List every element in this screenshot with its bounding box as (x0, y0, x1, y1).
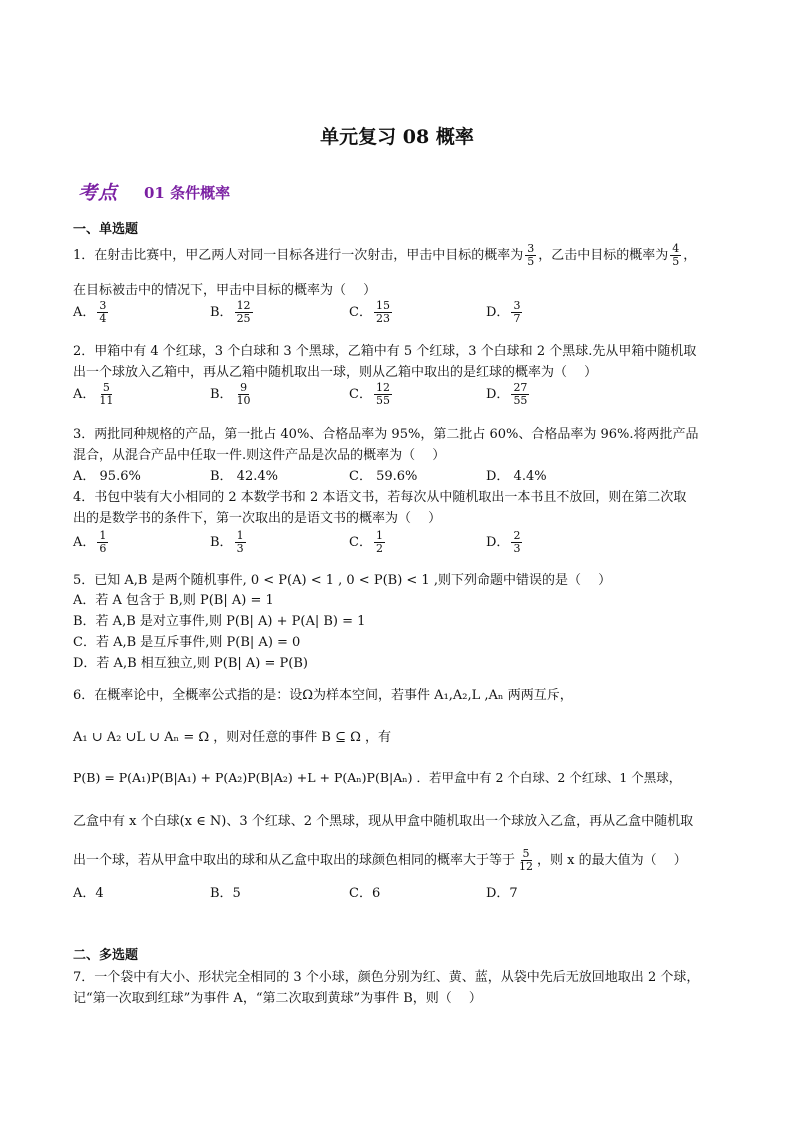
q1-option-d: D． $\frac{3}{7}$ (486, 299, 521, 325)
q3-option-a: A． 95.6% (73, 469, 141, 484)
section-multi-choice: 二、多选题 (73, 948, 139, 963)
q2-line2: 出一个球放入乙箱中，再从乙箱中随机取出一球，则从乙箱中取出的是红球的概率为（ ） (73, 365, 598, 380)
q4-line2: 出的是数学书的条件下，第一次取出的是语文书的概率为（ ） (73, 511, 442, 526)
kaodian-label: 考点 (78, 182, 119, 204)
q2-option-d: D． $\frac{27}{55}$ (486, 381, 528, 407)
q4-option-c: C． $\frac{1}{2}$ (349, 529, 383, 555)
q6-option-b: B．5 (210, 886, 241, 901)
page-title: 单元复习 08 概率 (320, 126, 474, 148)
q3-option-d: D． 4.4% (486, 469, 547, 484)
q5-line1: 5．已知 A,B 是两个随机事件, 0 < P(A) < 1 , 0 < P(B) < 1 ,则下列命题中错误的是（ ） (73, 573, 612, 588)
q4-option-a: A． $\frac{1}{6}$ (73, 529, 107, 555)
q6-line2: A₁ ∪ A₂ ∪L ∪ Aₙ = Ω ，则对任意的事件 B ⊆ Ω ，有 (73, 730, 392, 745)
q6-option-a: A．4 (73, 886, 104, 901)
q6-frac: $\frac{5}{12}$ (519, 847, 534, 873)
q3-option-c: C． 59.6% (349, 469, 418, 484)
q1-option-b: B． $\frac{12}{25}$ (210, 299, 251, 325)
q1-frac1: $\frac{3}{5}$ (527, 242, 535, 268)
q1-text-b: ，乙击中目标的概率为 (538, 248, 669, 263)
q6-line3: P(B) = P(A₁)P(B|A₁) + P(A₂)P(B|A₂) +L + P(Aₙ)P(B|Aₙ) ．若甲盒中有 2 个白球、2 个红球、1 个黑球， (73, 770, 682, 785)
q1-line1: 1．在射击比赛中，甲乙两人对同一目标各进行一次射击，甲击中目标的概率为 $\frac{3}{5}$ ，乙击中目标的概率为 $\frac{4}{5}$ ， (73, 242, 697, 268)
q6-option-c: C．6 (349, 886, 381, 901)
kaodian-title: 01 条件概率 (144, 184, 231, 202)
q1-option-c: C． $\frac{15}{23}$ (349, 299, 390, 325)
q4-option-b: B． $\frac{1}{3}$ (210, 529, 244, 555)
q3-option-b: B． 42.4% (210, 469, 278, 484)
q7-line1: 7．一个袋中有大小、形状完全相同的 3 个小球，颜色分别为红、黄、蓝，从袋中先后无放回地取出 2 个球， (73, 970, 700, 985)
q1-option-a: A． $\frac{3}{4}$ (73, 299, 107, 325)
q1-frac2: $\frac{4}{5}$ (672, 242, 680, 268)
q2-option-a: A． $\frac{5}{11}$ (73, 381, 114, 407)
q1-line2: 在目标被击中的情况下，甲击中目标的概率为（ ） (73, 283, 377, 298)
q2-option-c: C． $\frac{12}{55}$ (349, 381, 390, 407)
q3-line1: 3．两批同种规格的产品，第一批占 40%、合格品率为 95%，第二批占 60%、合格品率为 96%.将两批产品 (73, 427, 699, 442)
q1-text-a: 1．在射击比赛中，甲乙两人对同一目标各进行一次射击，甲击中目标的概率为 (73, 248, 524, 263)
q4-option-d: D． $\frac{2}{3}$ (486, 529, 521, 555)
q4-line1: 4．书包中装有大小相同的 2 本数学书和 2 本语文书，若每次从中随机取出一本书且不放回，则在第二次取 (73, 490, 687, 505)
q6-line5: 出一个球，若从甲盒中取出的球和从乙盒中取出的球颜色相同的概率大于等于 $\frac{5}{12}$ ，则 x 的最大值为（ ） (73, 847, 687, 873)
q6-line4: 乙盒中有 x 个白球(x ∈ N)、3 个红球、2 个黑球，现从甲盒中随机取出一个球放入乙盒，再从乙盒中随机取 (73, 814, 694, 829)
section-single-choice: 一、单选题 (73, 222, 139, 237)
q2-line1: 2．甲箱中有 4 个红球，3 个白球和 3 个黑球，乙箱中有 5 个红球，3 个白球和 2 个黑球.先从甲箱中随机取 (73, 344, 697, 359)
q6-option-d: D．7 (486, 886, 518, 901)
q2-option-b: B． $\frac{9}{10}$ (210, 381, 251, 407)
q5-option-b: B．若 A,B 是对立事件,则 P(B| A) + P(A| B) = 1 (73, 614, 366, 629)
q6-line1: 6．在概率论中，全概率公式指的是：设Ω为样本空间，若事件 A₁,A₂,L ,Aₙ 两两互斥， (73, 688, 573, 703)
q5-option-d: D．若 A,B 相互独立,则 P(B| A) = P(B) (73, 656, 308, 671)
q5-option-a: A．若 A 包含于 B,则 P(B| A) = 1 (73, 593, 274, 608)
q7-line2: 记“第一次取到红球”为事件 A，“第二次取到黄球”为事件 B，则（ ） (73, 991, 482, 1006)
q3-line2: 混合，从混合产品中任取一件.则这件产品是次品的概率为（ ） (73, 448, 446, 463)
q5-option-c: C．若 A,B 是互斥事件,则 P(B| A) = 0 (73, 635, 301, 650)
